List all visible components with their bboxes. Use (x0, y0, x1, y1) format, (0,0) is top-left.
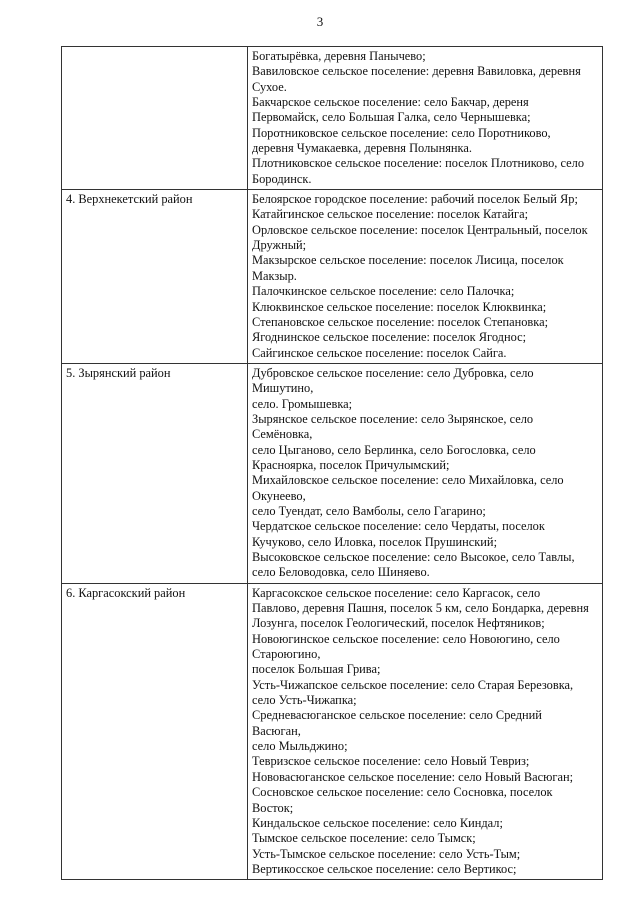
settlement-line: Палочкинское сельское поселение: село Палочка; (252, 284, 515, 299)
settlement-line: Павлово, деревня Пашня, поселок 5 км, село Бондарка, деревня (252, 601, 589, 616)
settlement-line: Клюквинское сельское поселение: поселок Клюквинка; (252, 299, 547, 314)
settlement-line: Восток; (252, 800, 294, 815)
settlement-line: Усть-Тымское сельское поселение: село Усть-Тым; (252, 846, 521, 861)
settlement-line: Тымское сельское поселение: село Тымск; (252, 831, 476, 846)
table-body (62, 47, 603, 880)
settlement-line: Окунеево, (252, 488, 306, 503)
page-number: 3 (316, 14, 324, 29)
settlements-table (61, 46, 603, 880)
settlement-line: Катайгинское сельское поселение: поселок Катайга; (252, 207, 529, 222)
settlement-line: Средневасюганское сельское поселение: село Средний (252, 708, 542, 723)
settlement-line: Нововасюганское сельское поселение: село Новый Васюган; (252, 769, 574, 784)
district-cell (62, 47, 248, 190)
settlement-line: Орловское сельское поселение: поселок Центральный, поселок (252, 222, 588, 237)
settlement-line: Сосновское сельское поселение: село Сосновка, поселок (252, 785, 553, 800)
settlement-line: село Туендат, село Вамболы, село Гагарино; (252, 503, 486, 518)
settlement-line: Макзырское сельское поселение: поселок Лисица, поселок (252, 253, 564, 268)
settlement-line: Вертикосское сельское поселение: село Вертикос; (252, 861, 517, 876)
settlements-cell (248, 363, 603, 583)
settlements-cell (248, 583, 603, 880)
settlement-line: Плотниковское сельское поселение: поселок Плотниково, село (252, 156, 585, 171)
settlement-line: Киндальское сельское поселение: село Киндал; (252, 815, 503, 830)
settlement-line: Староюгино, (252, 647, 321, 662)
settlement-line: Бакчарское сельское поселение: село Бакчар, дереня (252, 95, 529, 110)
settlement-line: Михайловское сельское поселение: село Михайловка, село (252, 473, 564, 488)
settlement-line: Степановское сельское поселение: поселок Степановка; (252, 314, 549, 329)
settlement-line: Усть-Чижапское сельское поселение: село Старая Березовка, (252, 677, 574, 692)
settlement-line: село Беловодовка, село Шиняево. (252, 565, 430, 580)
settlement-line: Высоковское сельское поселение: село Высокое, село Тавлы, (252, 550, 575, 564)
settlement-line: Богатырёвка, деревня Панычево; (252, 49, 426, 63)
settlement-line: Новоюгинское сельское поселение: село Новоюгино, село (252, 631, 560, 646)
settlements-cell (248, 47, 603, 190)
settlement-line: село Усть-Чижапка; (252, 693, 357, 708)
settlement-line: Зырянское сельское поселение: село Зырянское, село (252, 411, 534, 426)
settlement-line: Лозунга, поселок Геологический, поселок Нефтяников; (252, 616, 545, 631)
settlement-line: село. Громышевка; (252, 396, 353, 411)
settlement-line: Сайгинское сельское поселение: поселок Сайга. (252, 345, 507, 360)
table-row (62, 583, 603, 880)
settlement-line: Семёновка, (252, 427, 313, 442)
settlement-line: Сухое. (252, 79, 287, 94)
table-row (62, 363, 603, 583)
district-cell: 5. Зырянский район (62, 363, 248, 583)
settlement-line: село Цыганово, село Берлинка, село Богословка, село (252, 442, 536, 457)
settlement-line: Красноярка, поселок Причулымский; (252, 457, 450, 472)
settlement-line: Тевризское сельское поселение: село Новый Тевриз; (252, 754, 530, 769)
district-cell: 4. Верхнекетский район (62, 190, 248, 364)
settlement-line: Бородинск. (252, 171, 312, 186)
table-row (62, 190, 603, 364)
settlement-line: поселок Большая Грива; (252, 662, 381, 677)
settlement-line: Вавиловское сельское поселение: деревня Вавиловка, деревня (252, 64, 581, 79)
settlement-line: Чердатское сельское поселение: село Чердаты, поселок (252, 519, 545, 534)
settlement-line: Каргасокское сельское поселение: село Каргасок, село (252, 585, 541, 600)
settlements-cell (248, 190, 603, 364)
settlement-line: Макзыр. (252, 268, 297, 283)
settlement-line: Белоярское городское поселение: рабочий поселок Белый Яр; (252, 192, 578, 207)
settlement-line: Дружный; (252, 238, 307, 253)
settlement-line: Мишутино, (252, 381, 314, 396)
table-row (62, 47, 603, 190)
district-cell: 6. Каргасокский район (62, 583, 248, 880)
settlement-line: деревня Чумакаевка, деревня Полынянка. (252, 141, 472, 156)
settlement-line: Дубровское сельское поселение: село Дубровка, село (252, 365, 534, 380)
settlement-line: Кучуково, село Иловка, поселок Прушинский; (252, 534, 498, 549)
settlement-line: Васюган, (252, 723, 301, 738)
settlement-line: Первомайск, село Большая Галка, село Чернышевка; (252, 110, 531, 125)
settlement-line: Поротниковское сельское поселение: село Поротниково, (252, 125, 551, 140)
settlement-line: село Мыльджино; (252, 739, 348, 754)
settlement-line: Ягоднинское сельское поселение: поселок Ягоднос; (252, 330, 527, 345)
